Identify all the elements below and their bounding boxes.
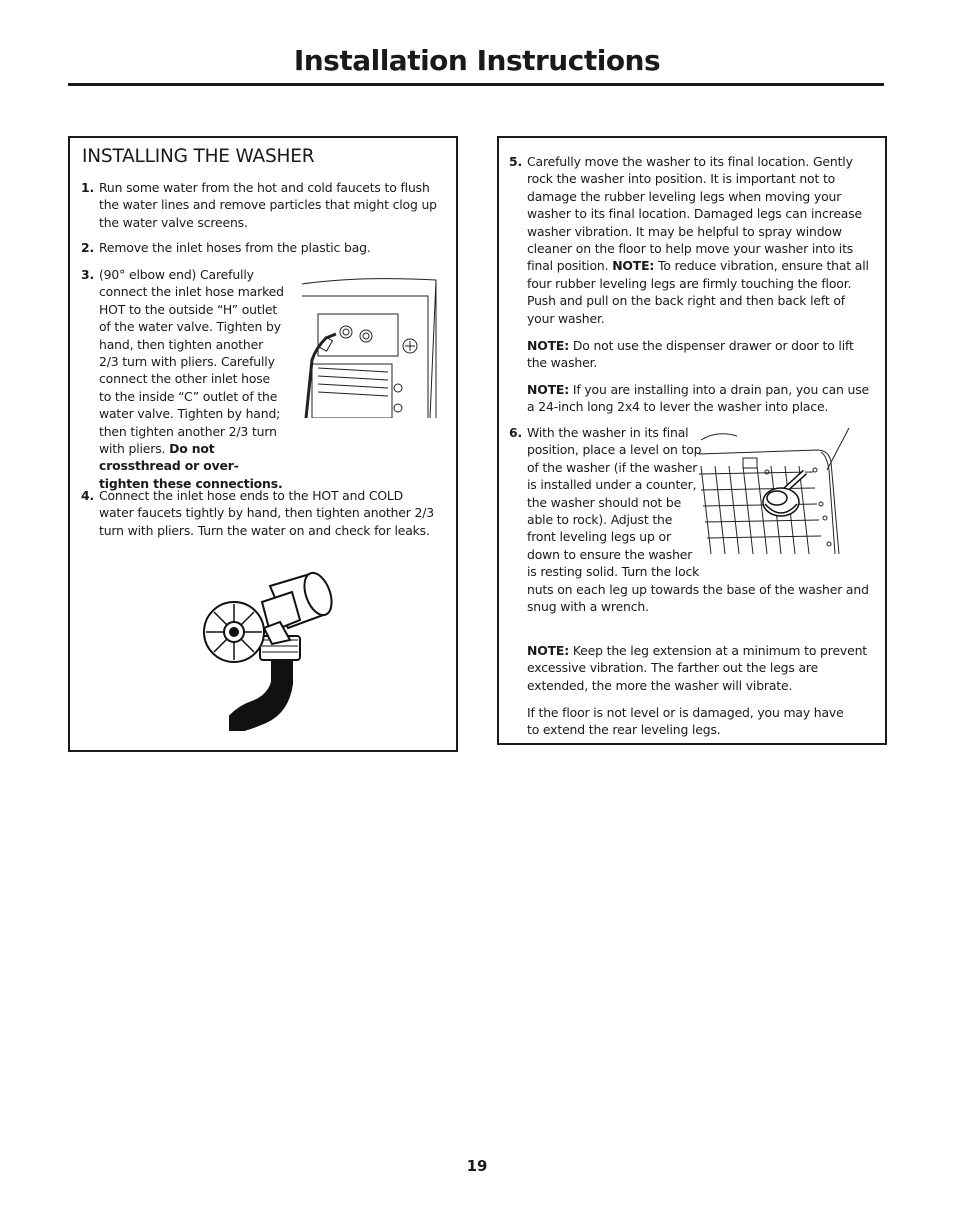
page-title: Installation Instructions [293, 44, 661, 77]
step-number: 5. [509, 154, 523, 169]
page-number: 19 [466, 1157, 488, 1175]
step-number: 3. [81, 267, 95, 282]
step-4 [81, 487, 441, 539]
step-text: Connect the inlet hose ends to the HOT and COLD water faucets tightly by hand, then tighten another 2/3 turn with pliers. Turn the water on and check for leaks. [99, 488, 435, 538]
step-text: Carefully move the washer to its final location. Gently rock the washer into position. It is important not to damage the rubber leveling legs when moving your washer to its final location. Damaged legs can increase washer vibration. It may be helpful to spray window cleaner on the floor to help move your washer into its final position. NOTE: To reduce vibration, ensure that all four rubber leveling legs are firmly touching the floor. Push and pull on the back right and then back left of your washer. [527, 154, 869, 326]
floor-note: If the floor is not level or is damaged, you may have to extend the rear leveling legs. [527, 705, 844, 738]
step-text: (90° elbow end) Carefully connect the inlet hose marked HOT to the outside “H” outlet of the water valve. Tighten by hand, then tighten another 2/3 turn with pliers. Carefully connect the other inlet hose to the inside “C” outlet of the water valve. Tighten by hand; then tighten another 2/3 turn with pliers. Do not crossthread or over-tighten these connections. [99, 267, 284, 491]
step-text: Run some water from the hot and cold faucets to flush the water lines and remove particles that might clog up the water valve screens. [99, 180, 437, 230]
step-number: 1. [81, 180, 95, 195]
step-number: 4. [81, 488, 95, 503]
note-drain-pan: NOTE: If you are installing into a drain pan, you can use a 24-inch long 2x4 to lever the washer into place. [527, 382, 870, 415]
note-leg-extension: NOTE: Keep the leg extension at a minimum to prevent excessive vibration. The farther out the legs are extended, the more the washer will vibrate. [527, 643, 867, 693]
step-1 [81, 179, 437, 231]
section-heading: INSTALLING THE WASHER [82, 146, 315, 167]
warning-text: Do not crossthread or over-tighten these connections. [99, 441, 283, 491]
note-label: NOTE: [612, 258, 655, 274]
step-text: With the washer in its final position, place a level on top of the washer (if the washer is installed under a counter, the washer should not be able to rock). Adjust the front leveling legs up or down to ensure the washer is resting solid. Turn the lock nuts on each leg up towards the base of the washer and snug with a wrench. [527, 425, 869, 615]
step-number: 2. [81, 240, 95, 255]
step-3 [81, 266, 284, 492]
leveling-leg-illustration [697, 426, 855, 558]
step-2 [81, 239, 437, 256]
faucet-illustration [200, 566, 360, 736]
step-text: Remove the inlet hoses from the plastic bag. [99, 240, 371, 255]
title-rule [68, 83, 884, 86]
leveling-panel [497, 136, 887, 745]
water-valve-illustration [298, 276, 440, 418]
installing-washer-panel [68, 136, 458, 752]
step-number: 6. [509, 425, 523, 440]
note-dispenser: NOTE: Do not use the dispenser drawer or door to lift the washer. [527, 338, 854, 371]
step-5 [509, 153, 873, 327]
